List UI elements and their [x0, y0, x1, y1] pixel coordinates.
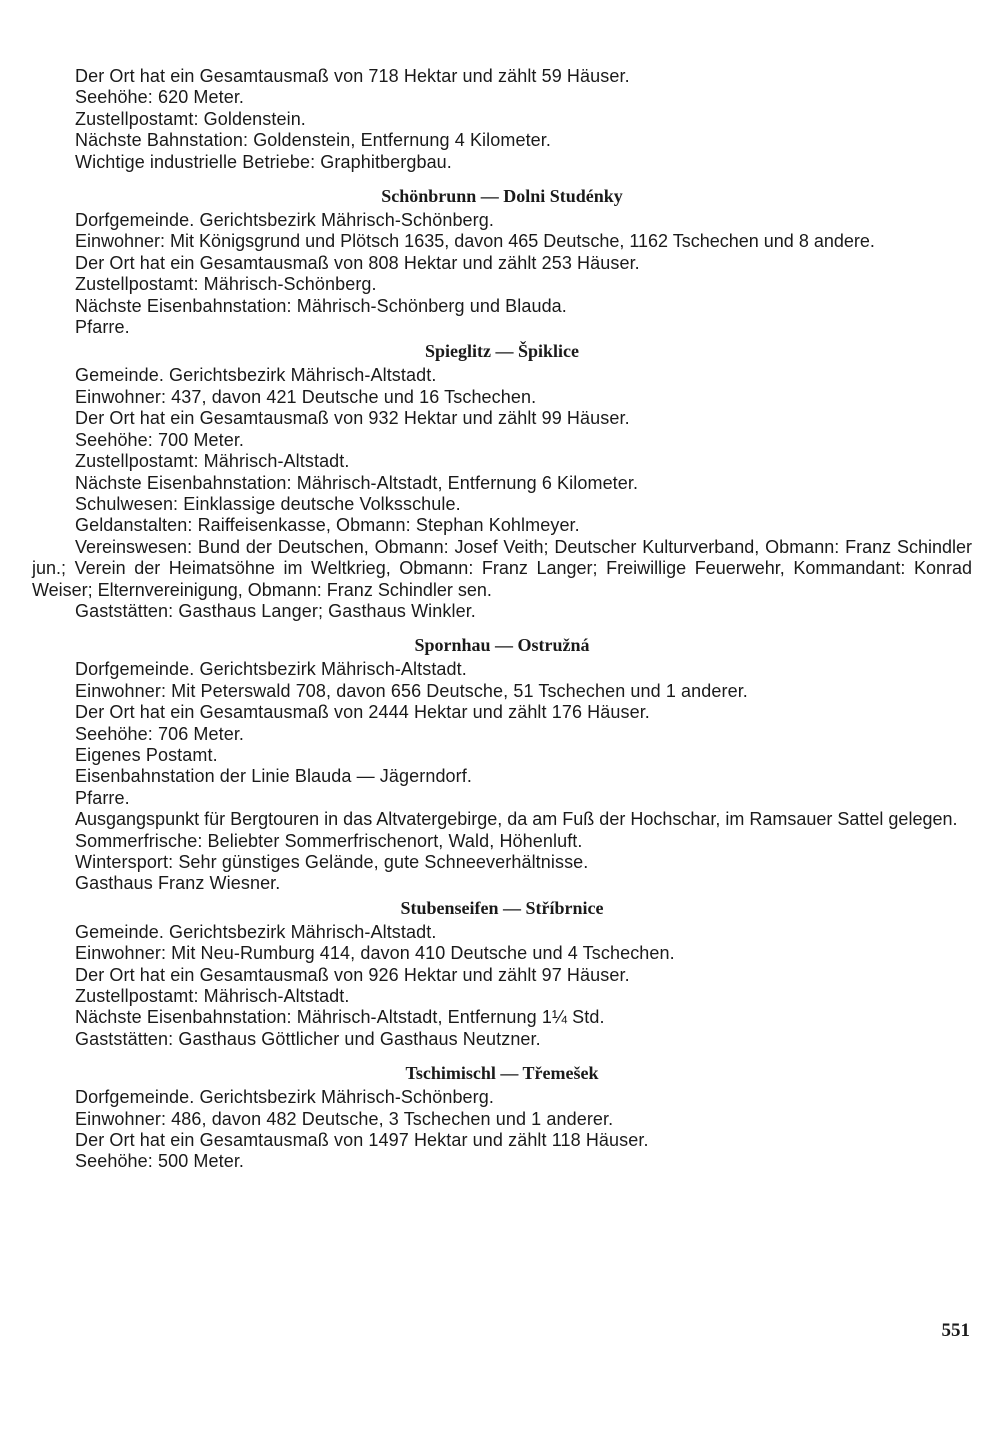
text-line: Der Ort hat ein Gesamtausmaß von 808 Hektar und zählt 253 Häuser. — [75, 252, 640, 273]
text-line: Gaststätten: Gasthaus Langer; Gasthaus Winkler. — [75, 600, 476, 621]
text-line: Der Ort hat ein Gesamtausmaß von 2444 Hektar und zählt 176 Häuser. — [75, 702, 650, 723]
intro-block — [32, 66, 972, 173]
text-line: Wintersport: Sehr günstiges Gelände, gute Schneeverhältnisse. — [75, 852, 589, 872]
text-line: Zustellpostamt: Goldenstein. — [75, 108, 306, 129]
text-line: Dorfgemeinde. Gerichtsbezirk Mährisch-Altstadt. — [75, 659, 467, 680]
text-line: Eisenbahnstation der Linie Blauda — Jägerndorf. — [75, 766, 472, 787]
text-line: Einwohner: Mit Peterswald 708, davon 656 Deutsche, 51 Tschechen und 1 anderer. — [75, 680, 748, 701]
text-line: Seehöhe: 700 Meter. — [75, 429, 245, 450]
text-line: Gasthaus Franz Wiesner. — [75, 873, 281, 894]
text-line: Schulwesen: Einklassige deutsche Volksschule. — [75, 493, 461, 514]
text-line: Der Ort hat ein Gesamtausmaß von 932 Hektar und zählt 99 Häuser. — [75, 408, 630, 429]
text-paragraph: Einwohner: Mit Königsgrund und Plötsch 1635, davon 465 Deutsche, 1162 Tschechen und 8 andere. — [75, 231, 875, 252]
text-paragraph: Ausgangspunkt für Bergtouren in das Altvatergebirge, da am Fuß der Hochschar, im Ramsauer Sattel gelegen. — [75, 809, 958, 830]
text-line: Sommerfrische: Beliebter Sommerfrischenort, Wald, Höhenluft. — [75, 830, 583, 851]
section-spornhau — [32, 634, 972, 894]
section-heading: Spornhau — Ostružná — [414, 635, 590, 656]
section-tschimischl — [32, 1062, 972, 1173]
text-line: Gaststätten: Gasthaus Göttlicher und Gasthaus Neutzner. — [75, 1028, 541, 1049]
text-line: Seehöhe: 500 Meter. — [75, 1151, 245, 1172]
text-line: Eigenes Postamt. — [75, 744, 218, 765]
section-heading: Schönbrunn — Dolni Studénky — [381, 186, 623, 207]
text-line: Einwohner: 437, davon 421 Deutsche und 16 Tschechen. — [75, 386, 537, 407]
text-line: Dorfgemeinde. Gerichtsbezirk Mährisch-Schönberg. — [75, 210, 494, 231]
page-number: 551 — [941, 1320, 970, 1341]
text-line: Nächste Eisenbahnstation: Mährisch-Altstadt, Entfernung 6 Kilometer. — [75, 472, 639, 493]
section-spieglitz — [32, 340, 972, 622]
text-line: Der Ort hat ein Gesamtausmaß von 926 Hektar und zählt 97 Häuser. — [75, 964, 630, 985]
text-line: Seehöhe: 620 Meter. — [75, 87, 245, 108]
text-line: Pfarre. — [75, 787, 130, 808]
section-stubenseifen — [32, 897, 972, 1050]
text-line: Wichtige industrielle Betriebe: Graphitbergbau. — [75, 151, 452, 172]
text-line: Geldanstalten: Raiffeisenkasse, Obmann: Stephan Kohlmeyer. — [75, 515, 580, 536]
text-line: Dorfgemeinde. Gerichtsbezirk Mährisch-Schönberg. — [75, 1087, 494, 1108]
text-line: Zustellpostamt: Mährisch-Altstadt. — [75, 986, 350, 1007]
text-line: Zustellpostamt: Mährisch-Schönberg. — [75, 274, 377, 295]
text-line: Der Ort hat ein Gesamtausmaß von 1497 Hektar und zählt 118 Häuser. — [75, 1130, 649, 1151]
section-heading: Tschimischl — Třemešek — [405, 1063, 599, 1084]
section-schoenbrunn — [32, 185, 972, 338]
text-line: Nächste Eisenbahnstation: Mährisch-Schönberg und Blauda. — [75, 295, 567, 316]
text-line: Gemeinde. Gerichtsbezirk Mährisch-Altstadt. — [75, 921, 437, 942]
text-line: Zustellpostamt: Mährisch-Altstadt. — [75, 451, 350, 472]
text-line: Nächste Bahnstation: Goldenstein, Entfernung 4 Kilometer. — [75, 130, 551, 151]
section-heading: Stubenseifen — Stříbrnice — [400, 897, 604, 918]
text-line: Gemeinde. Gerichtsbezirk Mährisch-Altstadt. — [75, 365, 437, 386]
text-line: Pfarre. — [75, 317, 130, 338]
text-line: Nächste Eisenbahnstation: Mährisch-Altstadt, Entfernung 1¼ Std. — [75, 1007, 605, 1028]
section-heading: Spieglitz — Špiklice — [424, 341, 579, 362]
document-page — [32, 66, 972, 1173]
text-line: Einwohner: 486, davon 482 Deutsche, 3 Tschechen und 1 anderer. — [75, 1108, 614, 1129]
text-paragraph: Vereinswesen: Bund der Deutschen, Obmann: Josef Veith; Deutscher Kulturverband, Obmann: Franz Schindler jun.; Verein der Heimatsöhne im Weltkrieg, Obmann: Franz Langer; Freiwillige Feuerwehr, Kommandant: Konrad Weiser; Elternvereinigung, Obmann: Franz Schindler sen. — [32, 536, 972, 600]
text-line: Der Ort hat ein Gesamtausmaß von 718 Hektar und zählt 59 Häuser. — [75, 66, 630, 86]
text-line: Seehöhe: 706 Meter. — [75, 723, 245, 744]
text-line: Einwohner: Mit Neu-Rumburg 414, davon 410 Deutsche und 4 Tschechen. — [75, 943, 675, 964]
